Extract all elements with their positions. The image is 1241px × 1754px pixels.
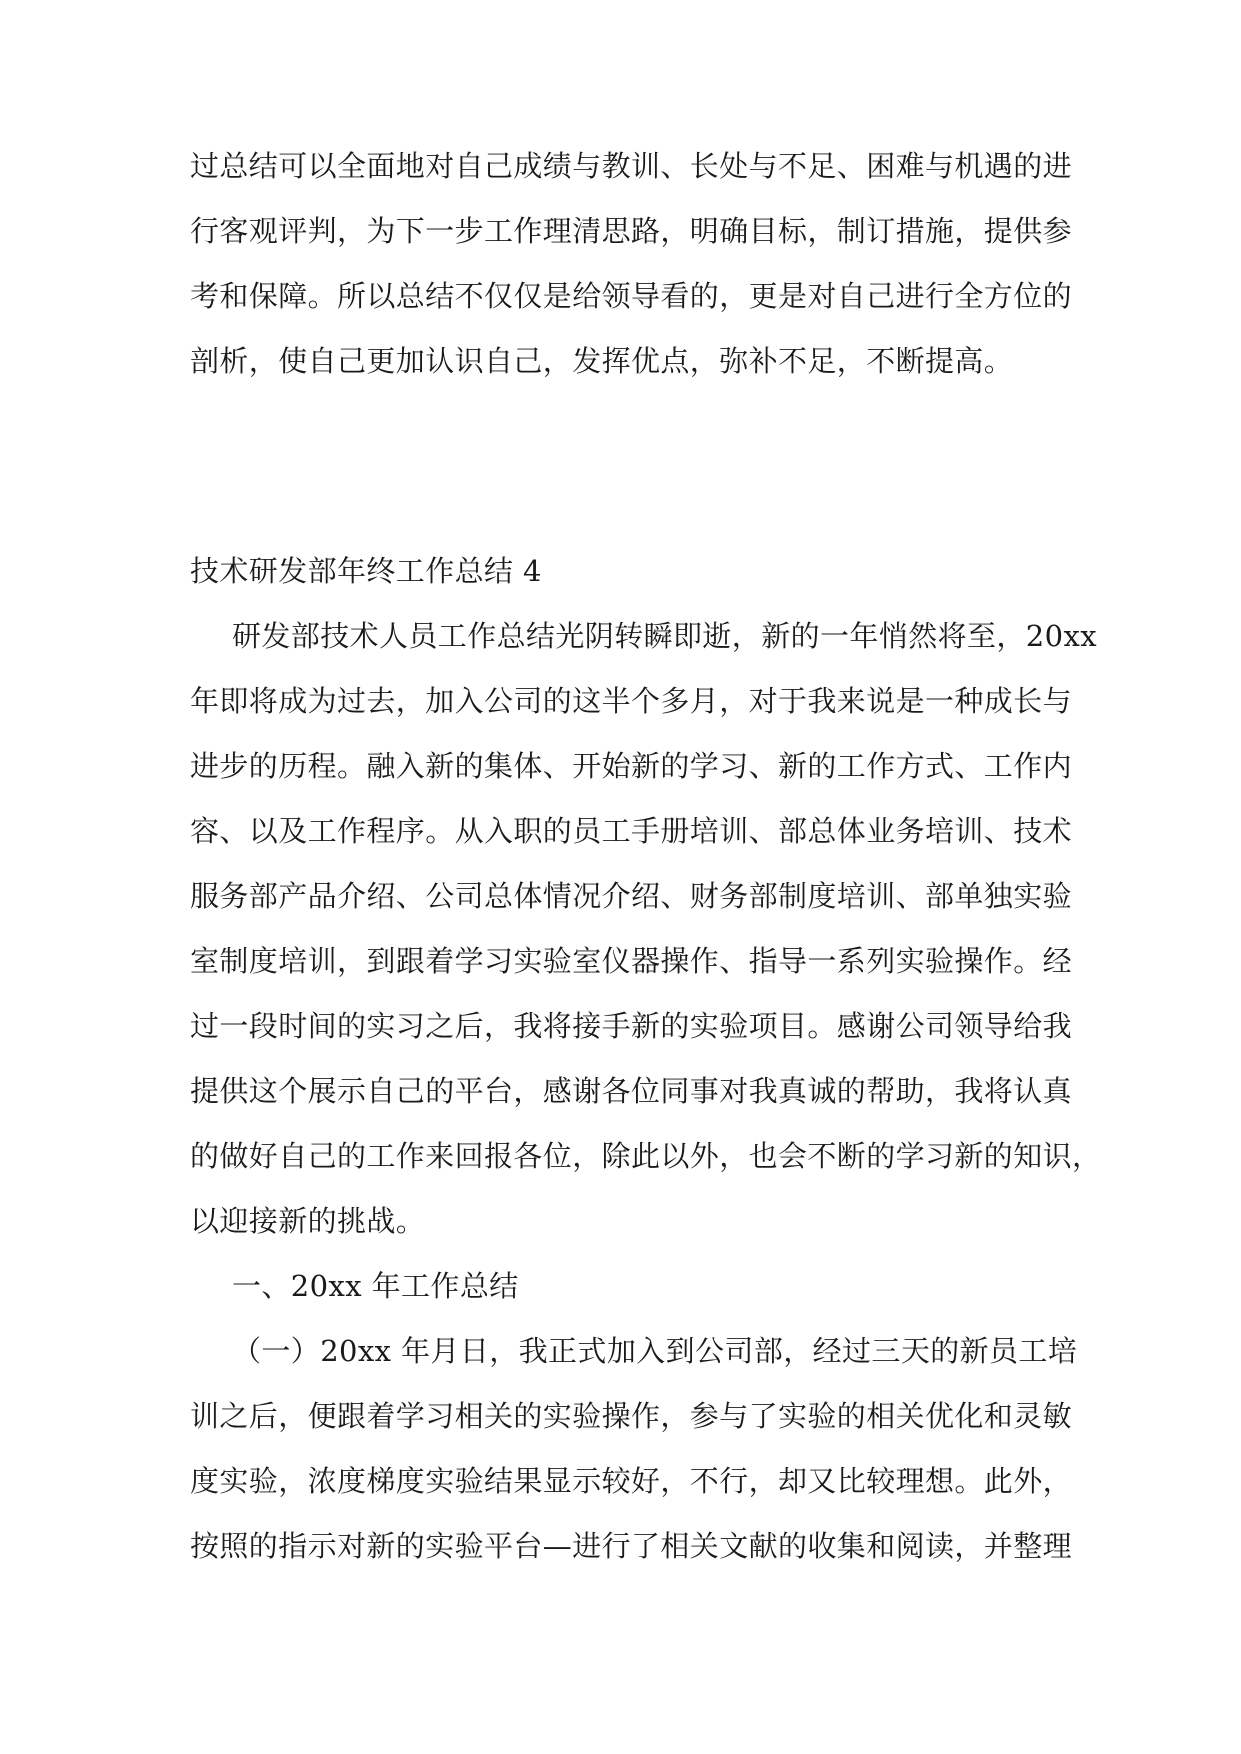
paragraph-line: 剖析，使自己更加认识自己，发挥优点，弥补不足，不断提高。 [190,344,1014,378]
section-heading: 技术研发部年终工作总结 4 [190,554,542,588]
paragraph-line: 以迎接新的挑战。 [190,1204,426,1238]
paragraph-line: 年即将成为过去，加入公司的这半个多月，对于我来说是一种成长与 [190,684,1073,718]
paragraph-line: 考和保障。所以总结不仅仅是给领导看的，更是对自己进行全方位的 [190,279,1073,313]
paragraph-line: 按照的指示对新的实验平台—进行了相关文献的收集和阅读，并整理 [190,1529,1073,1563]
paragraph-line: 行客观评判，为下一步工作理清思路，明确目标，制订措施，提供参 [190,214,1073,248]
paragraph-line: 的做好自己的工作来回报各位，除此以外，也会不断的学习新的知识， [190,1139,1102,1173]
paragraph-line: 过一段时间的实习之后，我将接手新的实验项目。感谢公司领导给我 [190,1009,1073,1043]
paragraph-line: 度实验，浓度梯度实验结果显示较好，不行，却又比较理想。此外， [190,1464,1073,1498]
paragraph-line: 室制度培训，到跟着学习实验室仪器操作、指导一系列实验操作。经 [190,944,1073,978]
paragraph-line: 训之后，便跟着学习相关的实验操作，参与了实验的相关优化和灵敏 [190,1399,1073,1433]
paragraph-line: 研发部技术人员工作总结光阴转瞬即逝，新的一年悄然将至，20xx [232,619,1098,653]
paragraph-line: 服务部产品介绍、公司总体情况介绍、财务部制度培训、部单独实验 [190,879,1073,913]
paragraph-line: 容、以及工作程序。从入职的员工手册培训、部总体业务培训、技术 [190,814,1073,848]
paragraph-line: 进步的历程。融入新的集体、开始新的学习、新的工作方式、工作内 [190,749,1073,783]
paragraph-line: （一）20xx 年月日，我正式加入到公司部，经过三天的新员工培 [232,1334,1078,1368]
paragraph-line: 过总结可以全面地对自己成绩与教训、长处与不足、困难与机遇的进 [190,149,1073,183]
subsection-heading: 一、20xx 年工作总结 [232,1269,519,1303]
paragraph-line: 提供这个展示自己的平台，感谢各位同事对我真诚的帮助，我将认真 [190,1074,1073,1108]
